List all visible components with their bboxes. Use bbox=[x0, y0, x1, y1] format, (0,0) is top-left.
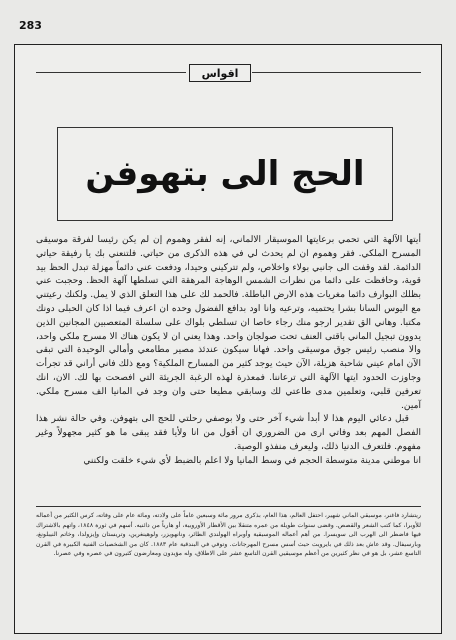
body-paragraph: أيتها الآلهة التي تحمي برعايتها الموسيقار الالماني، إنه لفقر وهموم إن لم يكن رئيسا لفرقة موسيقى المسرح الملكي. فقر وهموم ان لم يحدث لي في هذه الذكرى من حياتي. فلتنعني بك يا رفيقة حياتي الدائمة. لقد وقفت الى جانبي بولاء واخلاص، ولم تتركيني وحيدا، ودفعت عني دائماً مهزلة تبدل الحظ بيد قوية، وحافظت على دائما من نظرات الشمس الوهاجة المرهقة التي تسلطها آلهة الحظ. وحجبت عني بظلك البوارف دائما مغريات هذه الارض الباطلة. فالحمد لك على هذا التعلق الذي لا يمل. ولكنك رعيتني مع اليوس السانا بشرا يحتميه، وترعيه وانا اود بدافع الفضول وحده ان اعرف فيما اذا كان الحبلى دونك مكتبا. وهاني الق تقدير ارجو منك رجاء خاصا ان تسلطي بلواك على سلسلة المتعصبين المجانين الذين يدوون تبجيل الماني باقتى العنف تحت صولجان واحد. وهذا يعني ان لا يكون هناك الا مسرح ملكي واحد، والا منصب رئيس جوق موسيقى واحد. فهانا سيكون عندئذ مصير مطامعي وأمالي الوحيدة التي تبقى الآن امام عيني شاحبة هزيلة، الآن حيث يوجد كثير من المسارح الملكية؟ ومع ذلك فاني أراني قد تجرأت وجاوزت الحدود ايتها الآلهة التي ترعاننا. فمعذرة لهذه الرغبة الجريئة التي افصحت بها لك. الان، انك تعرفين قلبي، وتعلمين مدى طاعتي لك وسابقي مطيعا حتى وان وجد في المانيا الف مسرح ملكي. آمين. bbox=[36, 235, 421, 411]
article-body bbox=[36, 234, 421, 469]
article-title: الحج الى بتهوفن bbox=[85, 154, 365, 194]
title-box bbox=[57, 127, 393, 221]
header-rule-left bbox=[36, 72, 186, 73]
section-label: اقواس bbox=[189, 64, 251, 82]
header-rule-right bbox=[252, 72, 421, 73]
body-paragraph: قبل دعائي اليوم هذا لا أبدأ شيء آخر حتى ولا بوصفي رحلتي للحج الى بتهوفن. وفي حالة نشر هذا الفصل المهم بعد وفاتي ارى من الضروري ان أقول من انا ولأيا فقد يبقى ما هو كثير مجهولاً وغير مفهوم. فلتعرف الدنيا ذلك، وليعرف منفذو الوصية. bbox=[36, 414, 421, 452]
footnote-rule bbox=[36, 506, 421, 507]
page-number: 283 bbox=[19, 19, 42, 32]
footnote: ريتشارد فاغنر، موسيقي الماني شهير، احتفل العالم، هذا العام، بذكرى مرور مائة وسبعين عاماً على ولادته، ومائة عام على وفاته، كرس الكثير من أعماله للأوبرا، كما كتب الشعر والقصص. وقضى سنوات طويلة من عمره متنقلا بين الأقطار الأوروبية، أو هارباً من دائنيه. أسهم في ثورة ١٨٤٨، واتهم بالاشتراك فيها فاضطر الى الهرب الى سويسرا. من أهم أعماله الموسيقية وأوبراه الهولندي الطائر، ونانهويزر، ولوهينغرين، وتريستان وإيزولدا، وخاتم النيبلونغ، وبارسيفال. وقد عاش بعد ذلك في بايرويت حيث أسس مسرح المهرجانات. وتوفي في البندقية عام ١٨٨٣. كان من الشخصيات الفنية الكبيرة في القرن التاسع عشر، بل هو في نظر كثيرين من أعظم موسيقيي القرن التاسع عشر على الاطلاق، وله مؤيدون ومعارضون كثيرون في عصره وفي عصرنا. bbox=[36, 512, 422, 558]
body-paragraph: انا موطني مدينة متوسطة الحجم في وسط المانيا ولا اعلم بالضبط لأي شيء خلقت ولكنني bbox=[83, 455, 421, 466]
